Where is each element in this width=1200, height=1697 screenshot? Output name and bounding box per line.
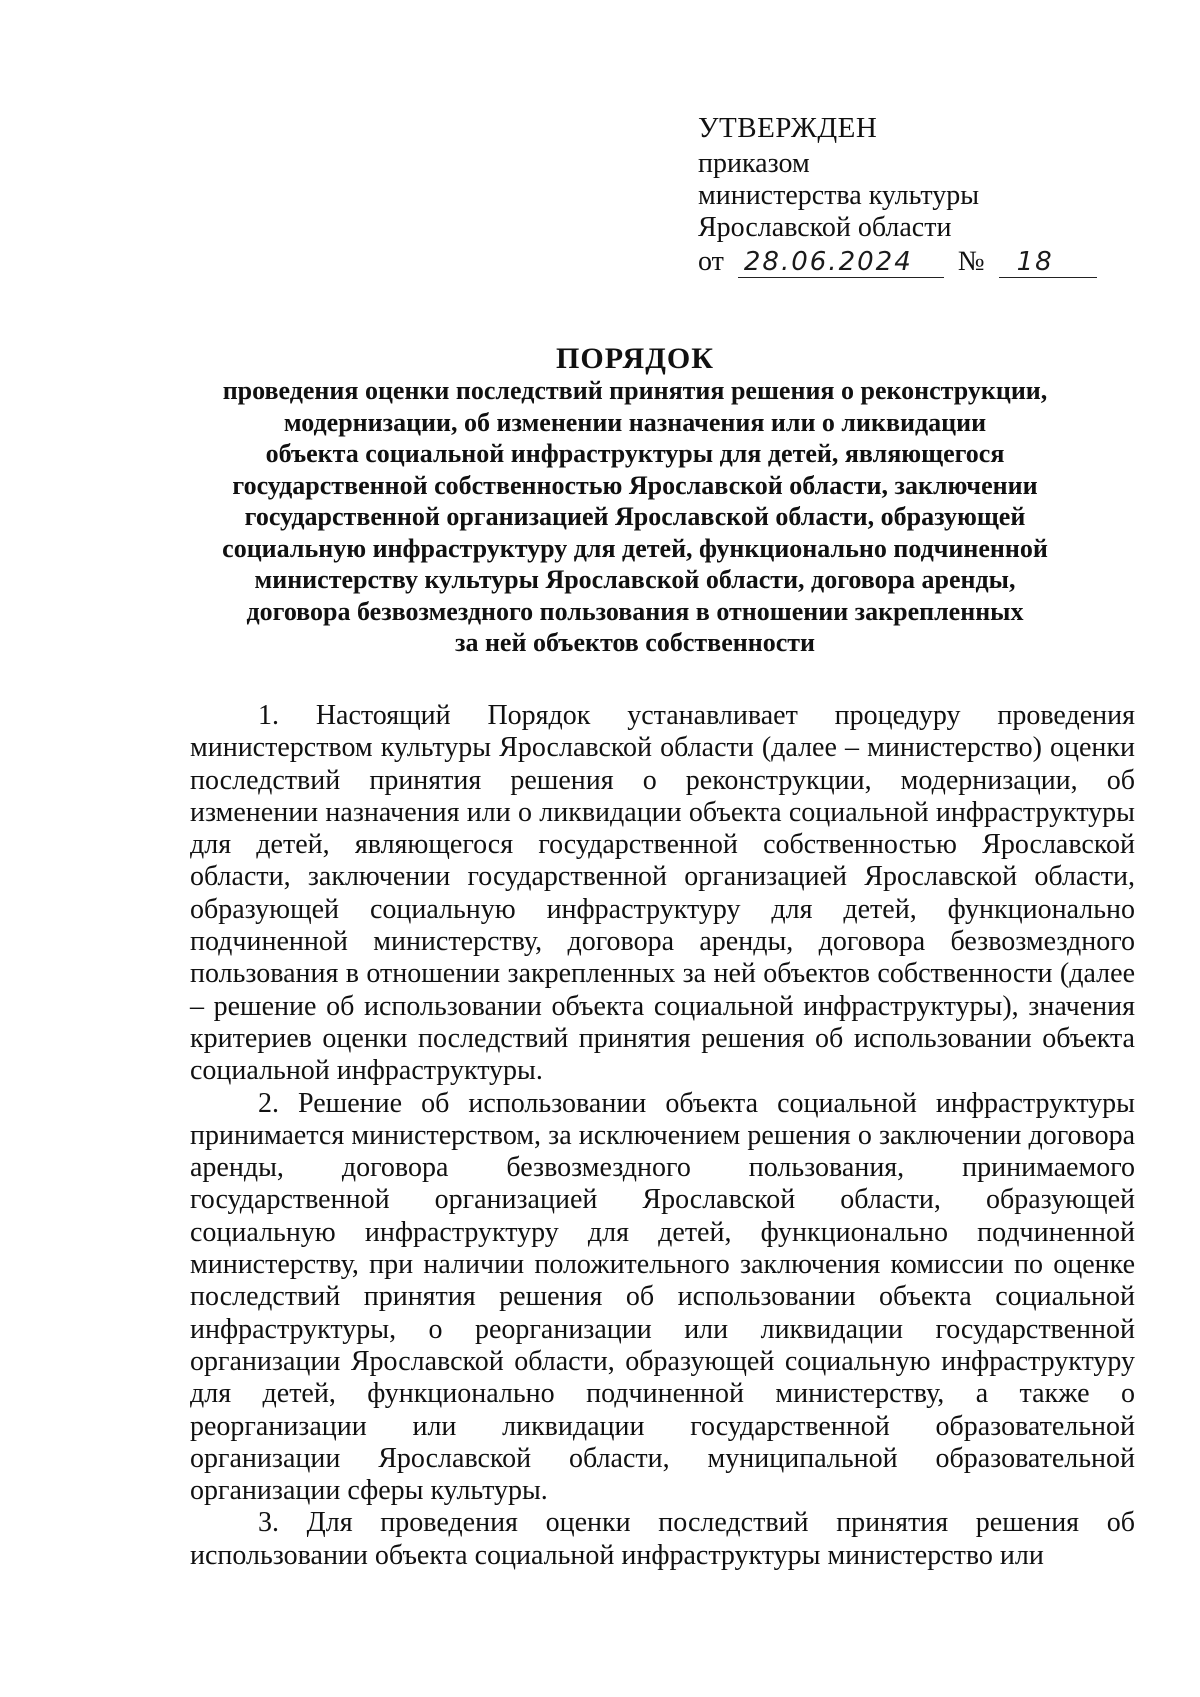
handwritten-date: 28.06.2024 [738,247,944,278]
document-subtitle [150,375,1120,659]
subtitle-line: за ней объектов собственности [455,628,815,657]
approval-block [698,112,1118,278]
handwritten-number: 18 [999,247,1097,278]
date-prefix: от [698,246,724,277]
subtitle-line: модернизации, об изменении назначения или о ликвидации [283,407,987,437]
paragraph-2: 2. Решение об использовании объекта социальной инфраструктуры принимается министерством, за исключением решения о заключении договора аренды, договора безвозмездного пользования, принимаемого государственной организацией Ярославской области, образующей социальную инфраструктуру для детей, функционально подчиненной министерству, при наличии положительного заключения комиссии по оценке последствий принятия решения об использовании объекта социальной инфраструктуры, о реорганизации или ликвидации государственной организации Ярославской области, образующей социальную инфраструктуру для детей, функционально подчиненной министерству, а также о реорганизации или ликвидации государственной образовательной организации Ярославской области, муниципальной образовательной организации сферы культуры. [190,1087,1135,1507]
approval-date-row [698,246,1118,278]
subtitle-line: министерству культуры Ярославской области, договора аренды, [254,565,1016,594]
subtitle-line: государственной собственностью Ярославской области, заключении [232,470,1038,500]
subtitle-line: договора безвозмездного пользования в отношении закрепленных [246,596,1024,626]
paragraph-1: 1. Настоящий Порядок устанавливает процедуру проведения министерством культуры Ярославской области (далее – министерство) оценки последствий принятия решения о реконструкции, модернизации, об изменении назначения или о ликвидации объекта социальной инфраструктуры для детей, являющегося государственной собственностью Ярославской области, заключении государственной организацией Ярославской области, образующей социальную инфраструктуру для детей, функционально подчиненной министерству, договора аренды, договора безвозмездного пользования в отношении закрепленных за ней объектов собственности (далее – решение об использовании объекта социальной инфраструктуры), значения критериев оценки последствий принятия решения об использовании объекта социальной инфраструктуры. [190,700,1135,1087]
subtitle-line: проведения оценки последствий принятия решения о реконструкции, [222,376,1048,405]
approval-line-order: приказом [698,148,810,179]
document-body [190,700,1135,1572]
subtitle-line: социальную инфраструктуру для детей, функционально подчиненной [222,533,1048,563]
subtitle-line: государственной организацией Ярославской области, образующей [244,502,1026,531]
approval-line-ministry: министерства культуры [698,180,980,211]
paragraph-3: 3. Для проведения оценки последствий принятия решения об использовании объекта социальной инфраструктуры министерство или [190,1507,1135,1571]
approval-line-region: Ярославской области [698,212,952,243]
subtitle-line: объекта социальной инфраструктуры для детей, являющегося [265,439,1005,468]
number-prefix: № [957,246,985,277]
approval-heading: УТВЕРЖДЕН [698,112,878,144]
document-title: ПОРЯДОК [556,342,714,375]
